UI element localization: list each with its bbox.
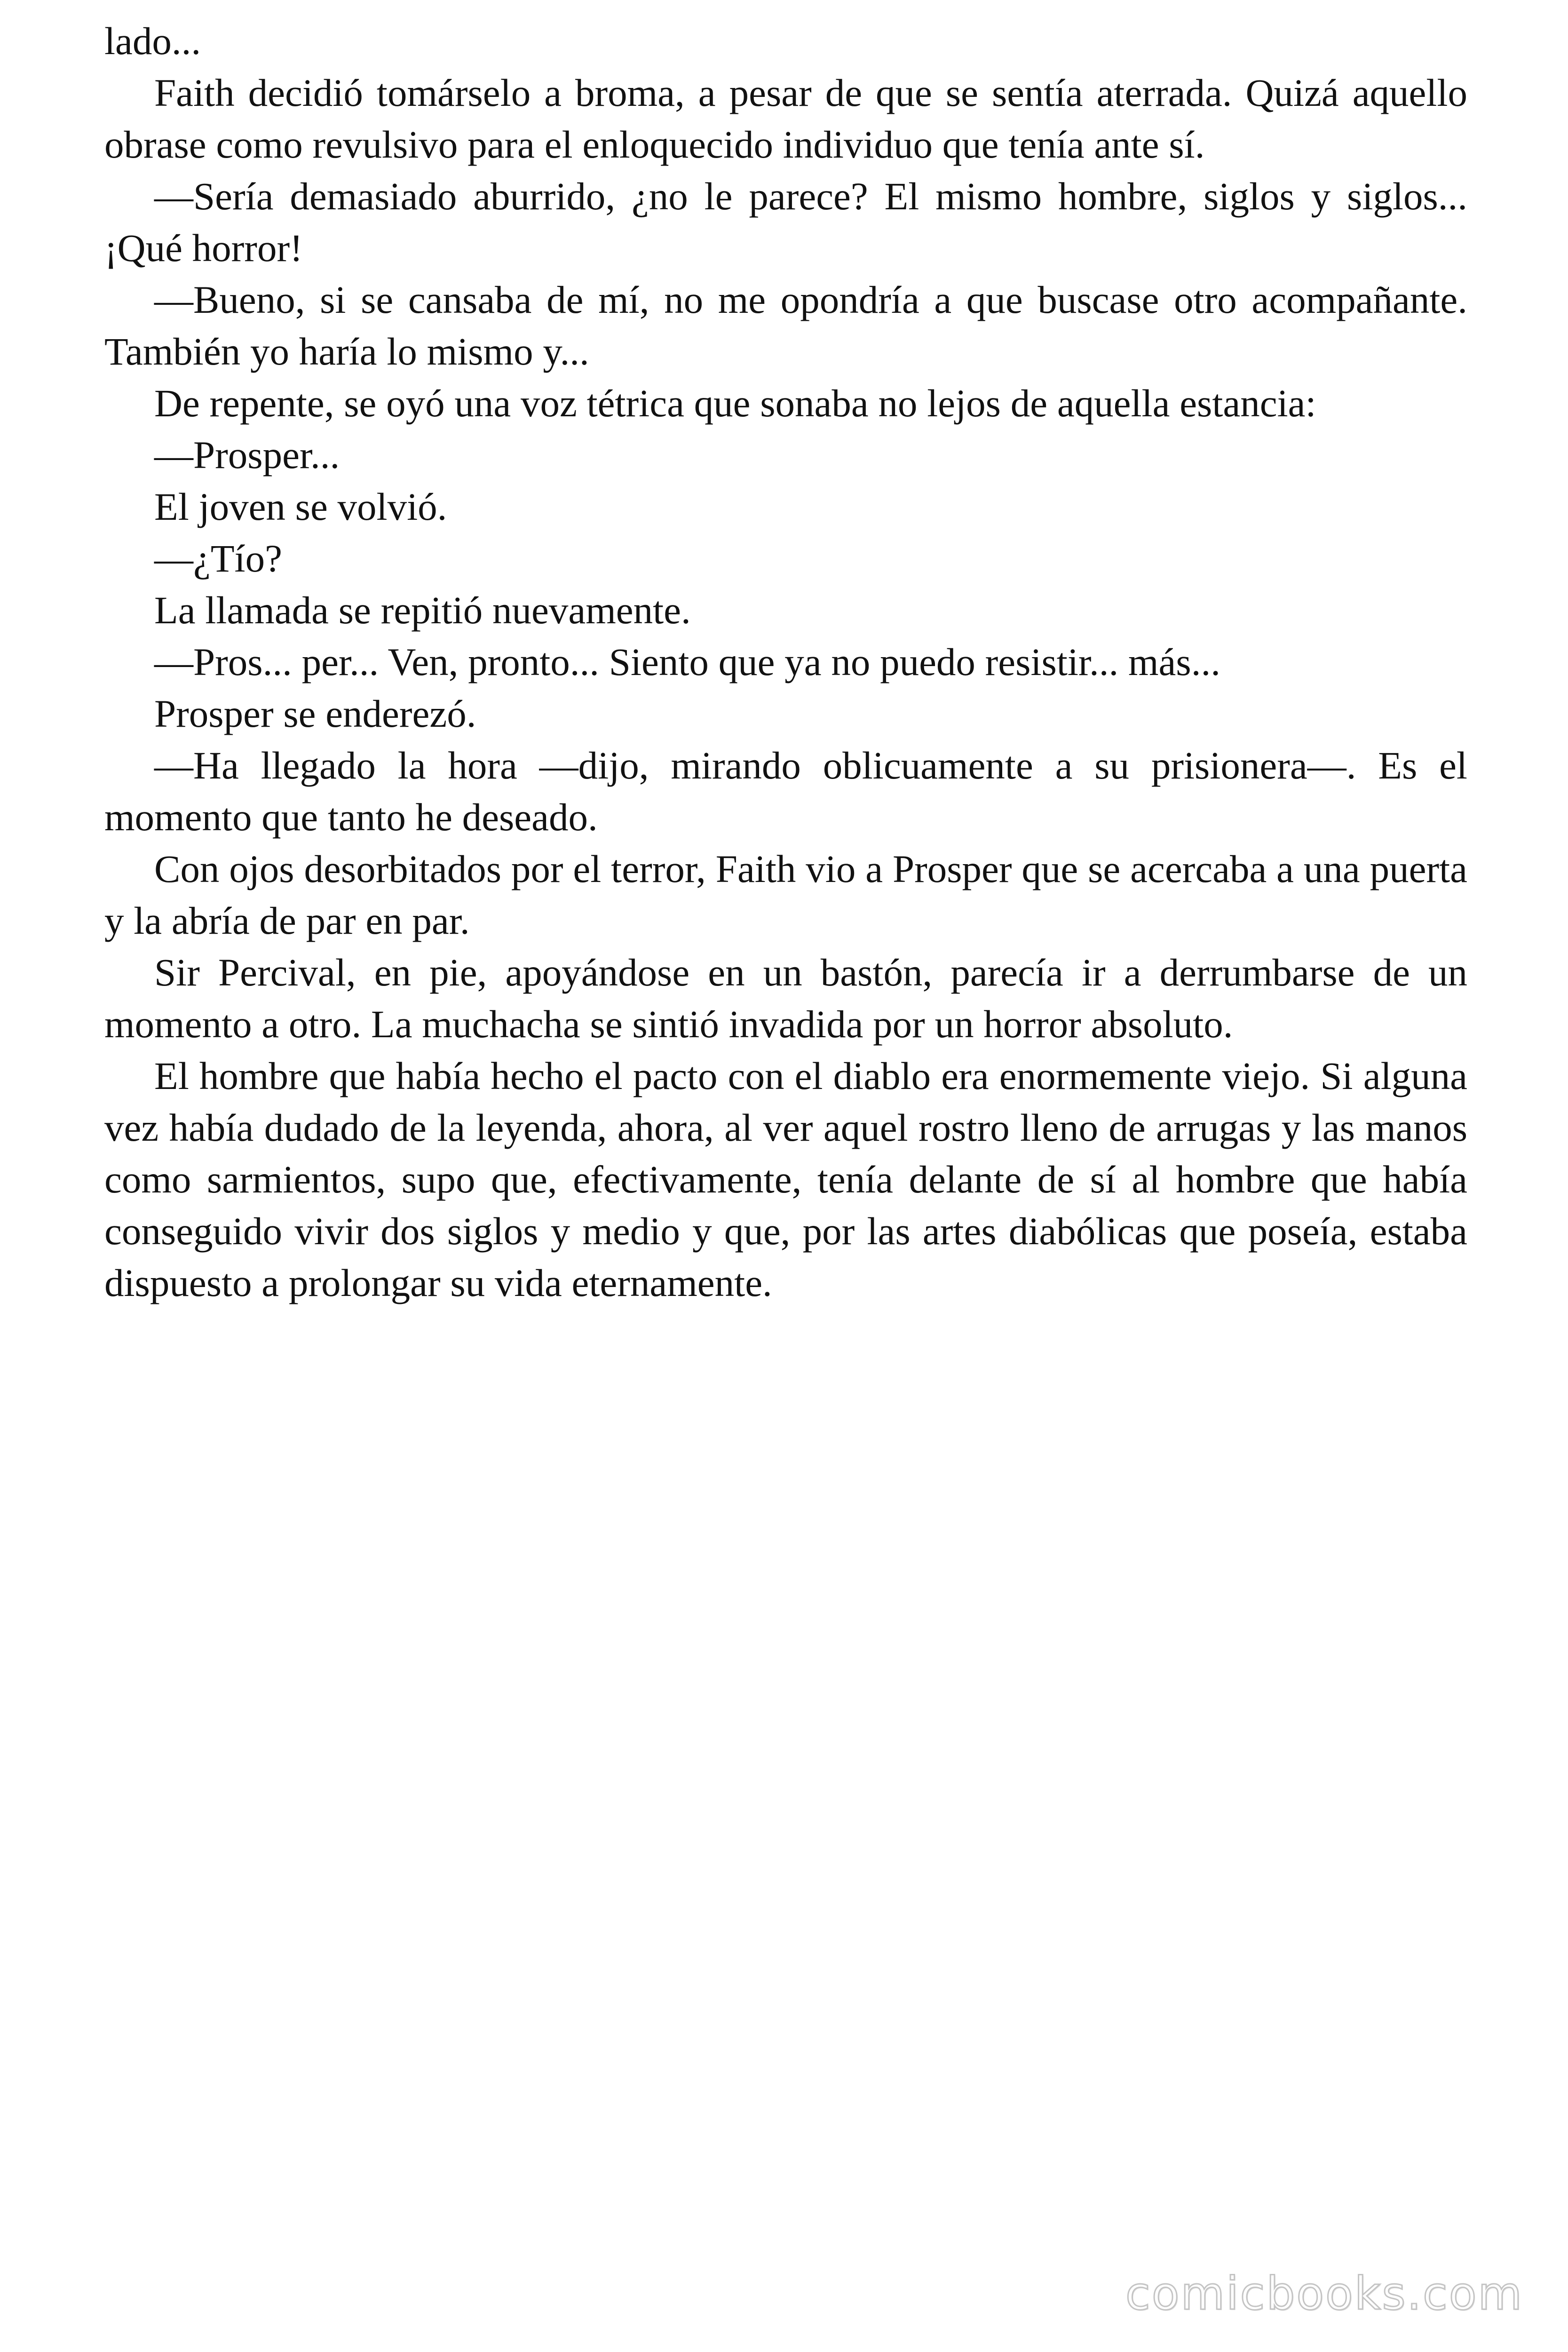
paragraph: Con ojos desorbitados por el terror, Faith vio a Prosper que se acercaba a una puerta y la abría de par en par. bbox=[104, 847, 1467, 942]
paragraph: —Sería demasiado aburrido, ¿no le parece? El mismo hombre, siglos y siglos... ¡Qué horror! bbox=[104, 175, 1467, 270]
paragraph: El hombre que había hecho el pacto con el diablo era enormemente viejo. Si alguna vez había dudado de la leyenda, ahora, al ver aquel rostro lleno de arrugas y las manos como sarmientos, supo que, efectivamente, tenía delante de sí al hombre que había conseguido vivir dos siglos y medio y que, por las artes diabólicas que poseía, estaba dispuesto a prolongar su vida eternamente. bbox=[104, 1054, 1467, 1304]
paragraph: —Bueno, si se cansaba de mí, no me opondría a que buscase otro acompañante. También yo haría lo mismo y... bbox=[104, 278, 1467, 373]
paragraph: Sir Percival, en pie, apoyándose en un bastón, parecía ir a derrumbarse de un momento a otro. La muchacha se sintió invadida por un horror absoluto. bbox=[104, 951, 1467, 1046]
paragraph: —Ha llegado la hora —dijo, mirando oblicuamente a su prisionera—. Es el momento que tanto he deseado. bbox=[104, 744, 1467, 839]
watermark: comicbooks.com bbox=[1125, 2267, 1523, 2320]
body-text bbox=[104, 15, 1467, 1309]
paragraph: —Prosper... bbox=[154, 433, 340, 477]
paragraph: De repente, se oyó una voz tétrica que sonaba no lejos de aquella estancia: bbox=[154, 381, 1316, 425]
paragraph: Faith decidió tomárselo a broma, a pesar de que se sentía aterrada. Quizá aquello obrase como revulsivo para el enloquecido individuo que tenía ante sí. bbox=[104, 71, 1467, 166]
paragraph: Prosper se enderezó. bbox=[154, 692, 476, 735]
paragraph: La llamada se repitió nuevamente. bbox=[154, 588, 691, 632]
paragraph: —Pros... per... Ven, pronto... Siento que ya no puedo resistir... más... bbox=[154, 640, 1220, 683]
paragraph: —¿Tío? bbox=[154, 537, 282, 580]
paragraph: lado... bbox=[104, 19, 201, 63]
paragraph: El joven se volvió. bbox=[154, 485, 447, 528]
